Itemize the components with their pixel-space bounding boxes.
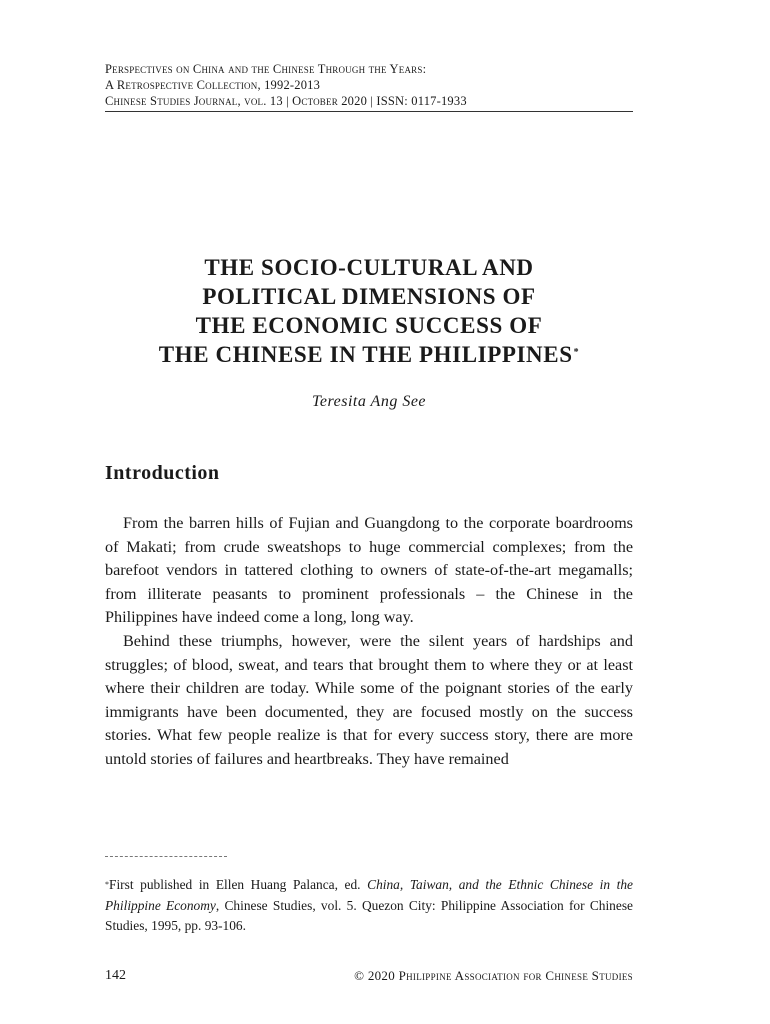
footnote-text-before: First published in Ellen Huang Palanca, ed. [109,877,368,892]
body-text [105,512,633,772]
title-line-4 [105,340,633,369]
footnote-divider [105,856,227,857]
header-collection-title: Perspectives on China and the Chinese Through the Years: [105,62,427,76]
article-title [105,253,633,369]
footnote [105,875,633,937]
title-footnote-mark: * [573,347,580,358]
paragraph-2: Behind these triumphs, however, were the silent years of hardships and struggles; of blood, sweat, and tears that brought them to where they or at least where their children are today. While some of the poignant stories of the early immigrants have been documented, they are focused mostly on the success stories. What few people realize is that for every success story, there are more untold stories of failures and heartbreaks. They have remained [105,631,633,768]
title-line-3: THE ECONOMIC SUCCESS OF [195,313,543,338]
footnote-text-after: , Chinese Studies, vol. 5. Quezon City: Philippine Association for Chinese Studies, 1995, pp. 93-106. [105,897,633,933]
footnote-book-title: China, Taiwan, and the Ethnic Chinese in the Philippine Economy [105,877,633,913]
paragraph-1: From the barren hills of Fujian and Guangdong to the corporate boardrooms of Makati; from crude sweatshops to huge commercial complexes; from the barefoot vendors in tattered clothing to owners of state-of-the-art megamalls; from illiterate peasants to prominent professionals – the Chinese in the Philippines have indeed come a long, long way. [105,514,633,627]
title-line-2: POLITICAL DIMENSIONS OF [202,284,536,309]
header-journal-info: Chinese Studies Journal, vol. 13 | October 2020 | ISSN: 0117-1933 [105,94,467,108]
author-name: Teresita Ang See [311,393,427,410]
section-heading: Introduction [105,462,220,484]
page-number: 142 [105,968,126,983]
copyright-notice: © 2020 Philippine Association for Chinese Studies [354,968,633,983]
running-header [105,61,633,109]
header-collection-subtitle: A Retrospective Collection, 1992-2013 [105,78,321,92]
footnote-mark: * [105,880,109,889]
header-divider [105,111,633,112]
title-line-1: THE SOCIO-CULTURAL AND [204,255,534,280]
title-line-4-text: THE CHINESE IN THE PHILIPPINES [158,342,573,367]
